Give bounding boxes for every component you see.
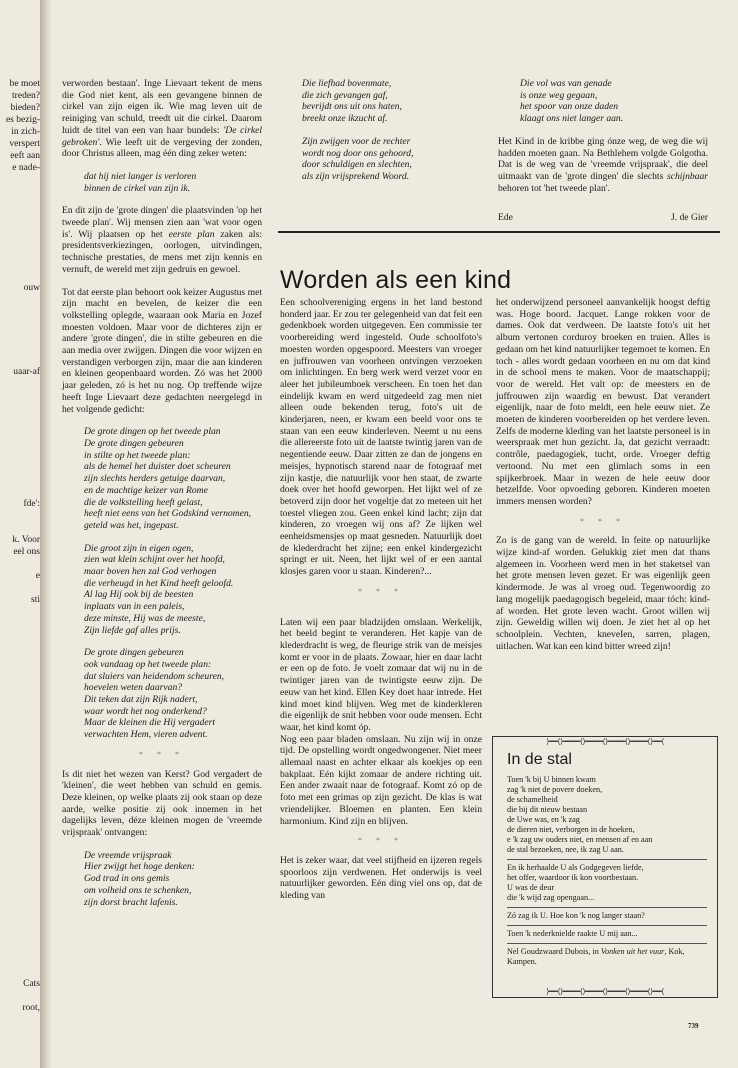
poem-stanza-7: Die vol was van genade is onze weg gegaan, het spoor van onze daden klaagt ons niet langer aan.: [520, 78, 624, 125]
fragment-line: treden?: [12, 91, 40, 101]
fragment-line: [0, 954, 40, 966]
section-separator: * * *: [139, 749, 185, 759]
fragment-line: eel ons: [13, 547, 40, 557]
fragment-line: [0, 234, 40, 246]
fragment-line: [0, 426, 40, 438]
fragment-line: [0, 618, 40, 630]
fragment-line: [0, 174, 40, 186]
fragment-line: k. Voor: [12, 535, 40, 545]
paragraph: En dit zijn de 'grote dingen' die plaatsvinden 'op het tweede plan'. Wij mensen zien aan 'wat voor ogen is'. Wij plaatsen op het eerste plan zaken als: presidentsverkiezingen, oorlogen, uitvindingen, technische prestaties, de mens met zijn kennis en vernuft, de wereld met zijn gedruis en gewoel.: [62, 205, 262, 275]
page-number: 739: [688, 1022, 699, 1030]
poem-box: [492, 736, 718, 998]
fragment-line: verspert: [9, 139, 40, 149]
signature-place: Ede: [498, 212, 513, 223]
column-2-top: [302, 78, 492, 183]
fragment-line: uaar-af: [13, 367, 40, 377]
fragment-line: [0, 774, 40, 786]
fragment-line: [0, 882, 40, 894]
signature: [498, 212, 708, 223]
fragment-line: [0, 930, 40, 942]
fragment-line: [0, 486, 40, 498]
poem-stanza-4: De vreemde vrijspraak Hier zwijgt het hoge denken: God trad in ons gemis om volheid ons te schenken, zijn dorst bracht lafenis.: [84, 849, 195, 908]
fragment-line: [0, 378, 40, 390]
fragment-line: [0, 270, 40, 282]
paragraph: het onderwijzend personeel aanvankelijk hoogst deftig was. Hoge boord. Jacquet. Lange rokken voor de dames. Ook dat verdween. De laatste foto's uit het album vertonen corduroy broeken en truien. Alles is gedaan om het kind natuurlijker tegemoet te komen. En toch - alles wordt gedaan voorheen en nu om dat kind in de school mens te maken. Voor de maatschappij; voor de wereld. Het valt op: de meesters en de juffrouwen zijn waardig en bewust. Dat verandert eigenlijk, naar de foto meldt, een hele eeuw niet. Ze moeten de kinderen voorbereiden op het verdere leven. Zelfs de moderne kleding van het laatste personeel is in weerspraak met hun gezicht. Ja, dat gezicht verraadt: contrôle, paedagogiek, tucht, orde. Vroeger deftig vertoond. Nu met een glimlach soms in een spijkerbroek. Maar in wezen de hele eeuw door hetzelfde. Voor opvoeding geboren. Kinderen moeten immers mensen worden?: [496, 297, 710, 507]
signature-author: J. de Gier: [670, 212, 708, 223]
paragraph: Een schoolvereniging ergens in het land bestond honderd jaar. Er zou ter gelegenheid van dat feit een gedenkboek worden uitgegeven. Een commissie ter voorbereiding werd ingesteld. Oude schoolfoto's moesten worden opgespoord. Meesters van vroeger en juffrouwen van voorheen ontvingen verzoeken om inlichtingen. En berg werk werd verzet voor en aleer het jubileumboek verscheen. En toen het dan eindelijk kwam en werd uitgedeeld zag men niet alleen oude bekenden terug, foto's uit de kinderjaren, neen, er kwam een beeld voor ons te staan van een eeuw kinderleven. Neemt u nu eens die allereerste foto uit de laatste twintig jaren van de negentiende eeuw. Daar zitten ze dan de jongens en meisjes, hypnotisch starend naar de fotograaf met zijn kastje, die natuurlijk voor hen staat, de zwarte doek over het hoofd geworpen. Het lijkt wel of ze betoverd zijn door het vogeltje dat zo meteen uit het toestel vliegen zou. Geen enkel kind lacht; zijn dat kinderen, zo vroegen wij ons af? Ze lijken wel eenheidsmensjes op maat gesneden. Natuurlijk doet de klederdracht het zijne; een enkel kindergezicht springt er uit. Neen, het lijkt wel of er een aantal klosjes garen voor u staan. Kinderen?...: [280, 297, 482, 578]
fragment-line: [0, 210, 40, 222]
article-column-2: [496, 297, 710, 652]
fragment-line: [0, 750, 40, 762]
fragment-line: [0, 258, 40, 270]
fragment-line: [0, 726, 40, 738]
fragment-line: root,: [22, 1003, 40, 1013]
fragment-line: [0, 558, 40, 570]
column-1: [62, 78, 262, 908]
fragment-line: [0, 390, 40, 402]
poem-stanza-6: Zijn zwijgen voor de rechter wordt nog door ons gehoord, door schuldigen en slechten, als zijn vrijsprekend Woord.: [302, 135, 414, 182]
fragment-line: [0, 846, 40, 858]
fragment-line: [0, 810, 40, 822]
fragment-line: [0, 414, 40, 426]
paragraph: Het Kind in de kribbe ging ónze weg, de weg die wij hadden moeten gaan. Na Bethlehem volgde Golgotha. Dat is de weg van de 'vreemde vrijspraak', die deel uitmaakt van de 'grote dingen' die slechts schijnbaar behoren tot 'het tweede plan'.: [498, 135, 708, 194]
fragment-line: fde':: [23, 499, 40, 509]
fragment-line: [0, 894, 40, 906]
fragment-line: [0, 522, 40, 534]
paragraph: Het is zeker waar, dat veel stijfheid en ijzeren regels spoorloos zijn verdwenen. Het onderwijs is veel natuurlijker geworden. Eén ding viel ons op, dat de kleding van: [280, 854, 482, 902]
section-separator: * * *: [358, 836, 404, 846]
fragment-line: [0, 438, 40, 450]
fragment-line: [0, 918, 40, 930]
decorative-chain-border: ⟩━━⟨⟩━━━━⟨⟩━━━━⟨⟩━━━━⟨⟩━━━━⟨⟩━━⟨: [546, 988, 664, 996]
fragment-line: [0, 450, 40, 462]
page-gutter: [40, 0, 52, 1068]
fragment-line: [0, 354, 40, 366]
fragment-line: [0, 666, 40, 678]
fragment-line: bieden?: [10, 103, 40, 113]
article-column-1: [280, 297, 482, 902]
fragment-line: es bezig-: [5, 115, 40, 125]
fragment-line: [0, 702, 40, 714]
fragment-line: ouw: [23, 283, 40, 293]
fragment-line: [0, 738, 40, 750]
fragment-line: [0, 966, 40, 978]
paragraph: Laten wij een paar bladzijden omslaan. Werkelijk, het beeld begint te veranderen. Het kapje van de klederdracht is weg, de fleurige strik van de meisjes komt er voor in de plaats. Zowaar, hier en daar lacht er een op de foto. Je voelt zomaar dat wij nu in de twintiger jaren van de twintigste eeuw zijn. De eeuw van het kind. Ellen Key doet haar intrede. Het kind moet kind blijven. Weg met de kinderkleren die eigenlijk de snit hebben voor oude mensen. Echt waar, het kind komt óp.: [280, 616, 482, 733]
article-divider: [278, 231, 720, 233]
poem-stanza-1: De grote dingen op het tweede plan De grote dingen gebeuren in stilte op het tweede plan: als de hemel het duister doet scheuren zijn slechts herders getuige daarvan, en de machtige keizer van Rome die de volkstelling heeft gelast, heeft niet eens van het Godskind vernomen, geteld was het, ingepast.: [84, 426, 252, 531]
fragment-line: [0, 318, 40, 330]
fragment-line: Cats: [23, 979, 40, 989]
fragment-line: [0, 606, 40, 618]
column-3-top: [498, 78, 708, 194]
poem-credit: Nel Goudzwaard Dubois, in Vonken uit het vuur, Kok, Kampen.: [507, 947, 685, 966]
paragraph: verworden bestaan'. Inge Lievaart tekent de mens die God niet kent, als een gevangene binnen de cirkel van zijn eigen ik. Wie mag leven uit de reiniging van schuld, treedt uit die cirkel. Daarom luidt de titel van een van haar bundels: 'De cirkel gebroken'. Wie leeft uit de vergeving der zonden, door Christus alleen, mag één ding zeker weten:: [62, 78, 262, 160]
fragment-line: [0, 306, 40, 318]
fragment-line: [0, 246, 40, 258]
fragment-line: [0, 678, 40, 690]
fragment-line: be moet: [9, 79, 40, 89]
fragment-line: [0, 474, 40, 486]
paragraph: Is dit niet het wezen van Kerst? God vergadert de 'kleinen', die weet hebben van schuld en gemis. Deze kleinen, op welke plaats zij ook staan op deze aarde, welke positie zij ook innemen in het dagelijks leven, déze kleinen mogen de 'vreemde vrijspraak' ontvangen:: [62, 768, 262, 839]
fragment-line: eeft aan: [10, 151, 40, 161]
fragment-line: [0, 342, 40, 354]
fragment-line: [0, 858, 40, 870]
fragment-line: [0, 822, 40, 834]
fragment-line: [0, 294, 40, 306]
paragraph: Nog een paar bladen omslaan. Nu zijn wij in onze tijd. De opstelling wordt ongedwongener. Niet meer allemaal naast en achter elkaar als koekjes op een bakplaat. Eén kijkt zomaar de andere richting uit. Een ander zwaait naar de fotograaf. Komt zó op de foto met een grimas op zijn gezicht. De klas is wat vriendelijker. Bloemen en planten. Een klein harmonium. Kind zijn en blijven.: [280, 733, 482, 827]
fragment-line: [0, 654, 40, 666]
fragment-line: [0, 714, 40, 726]
poem-box-body: Toen 'k bij U binnen kwam zag 'k niet de povere doeken, de schamelheid die bij dit nieuw bestaan de Uwe was, en 'k zag de dieren niet, verborgen in de hoeken, e 'k zag uw ouders niet, en mensen af en aan de stal bezoeken, nee, ik zag U aan. En ik herhaalde U als Godgegeven liefde, het offer, waardoor ik kon voortbestaan. U was de deur die 'k wijd zag opengaan... Zó zag ik U. Hoe kon 'k nog langer staan? Toen 'k nederknielde raakte U mij aan... Nel Goudzwaard Dubois, in Vonken uit het vuur, Kok, Kampen.: [507, 775, 707, 967]
fragment-line: [0, 690, 40, 702]
poem-stanza-5: Die liefhad bovenmate, die zich gevangen gaf, bevrijdt ons uit ons haten, breekt onze ikzucht af.: [302, 78, 402, 125]
fragment-line: [0, 222, 40, 234]
fragment-line: [0, 942, 40, 954]
poem-stanza-2: Die groot zijn in eigen ogen, zien wat klein schijnt over het hoofd, maar boven hen zal God verhogen die verheugd in het Kind heeft geloofd. Al lag Hij ook bij de beesten inplaats van in een paleis, deze minste, Hij was de meeste, Zijn liefde gaf alles prijs.: [84, 542, 234, 636]
fragment-line: [0, 870, 40, 882]
fragment-line: [0, 906, 40, 918]
paragraph: Zo is de gang van de wereld. In feite op natuurlijke wijze kind-af worden. Gelukkig ziet men dat thans algemeen in. Voorheen werd men in het staketsel van het grote mensen leven gezet. Er was eigenlijk geen kindermode. Je was al vroeg oud. Tegenwoordig zo lang mogelijk paedagogisch begeleid, maar tóch: kind-af worden. Het grote leven wacht. Groot willen wij zijn. Geweldig willen wij doen. Je ziet het al op het schoolplein. Vechten, kneveIen, sarren, plagen, uitlachen. Wat kan een kind bitter wreed zijn!: [496, 535, 710, 652]
fragment-line: [0, 582, 40, 594]
previous-page-fragment: [0, 78, 40, 1014]
fragment-line: [0, 642, 40, 654]
article-title: Worden als een kind: [280, 266, 512, 294]
fragment-line: [0, 834, 40, 846]
fragment-line: in zich-: [11, 127, 40, 137]
fragment-line: [0, 798, 40, 810]
fragment-line: [0, 198, 40, 210]
fragment-line: [0, 630, 40, 642]
decorative-chain-border: ⟩━━⟨⟩━━━━⟨⟩━━━━⟨⟩━━━━⟨⟩━━━━⟨⟩━━⟨: [546, 738, 664, 746]
fragment-line: e: [35, 571, 40, 581]
fragment-line: [0, 462, 40, 474]
fragment-line: [0, 762, 40, 774]
poem-box-title: In de stal: [507, 751, 572, 768]
fragment-line: [0, 402, 40, 414]
section-separator: * * *: [358, 586, 404, 596]
poem-stanza-3: De grote dingen gebeuren ook vandaag op het tweede plan: dat sluiers van heidendom scheuren, hoevelen weten daarvan? Dit teken dat zijn Rijk nadert, waar wordt het nog onderkend? Maar de kleinen die Hij vergadert verwachten Hem, vieren advent.: [84, 647, 225, 741]
paragraph: Tot dat eerste plan behoort ook keizer Augustus met zijn macht en bevelen, de keizer die een volkstelling oplegde, waaraan ook Maria en Jozef moesten voldoen. Maar voor de dichteres zijn er andere 'grote dingen', die in stilte gebeuren en die aan media over zwijgen. Dingen die voor wijzen en verstandigen verborgen zijn, maar die aan kinderen en kleinen geopenbaard worden. Zó was het 2000 jaar geleden, zó is het nu nog. Op treffende wijze heeft Inge Lievaart deze gedachten neergelegd in het volgende gedicht:: [62, 286, 262, 415]
fragment-line: [0, 186, 40, 198]
section-separator: * * *: [580, 516, 626, 526]
fragment-line: sti: [31, 595, 40, 605]
quote: dat hij niet langer is verloren binnen de cirkel van zijn ik.: [84, 170, 197, 194]
fragment-line: [0, 990, 40, 1002]
fragment-line: [0, 786, 40, 798]
fragment-line: e nade-: [12, 163, 40, 173]
fragment-line: [0, 510, 40, 522]
fragment-line: [0, 330, 40, 342]
